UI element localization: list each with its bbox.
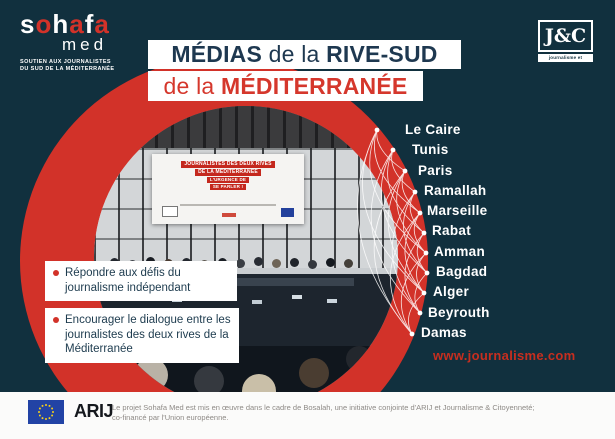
logo-letter: h: [52, 9, 70, 39]
bullet-text: Répondre aux défis du journalisme indépendant: [65, 267, 191, 294]
bullet-dot-icon: [53, 270, 59, 276]
title-word: MÉDITERRANÉE: [221, 72, 408, 99]
logo-letter: f: [84, 9, 95, 39]
tagline-line: SOUTIEN AUX JOURNALISTES: [20, 59, 111, 65]
bullet-dot-icon: [53, 317, 59, 323]
eu-flag: [28, 400, 64, 424]
disclaimer-line: co-financé par l'Union européenne.: [112, 413, 229, 422]
city-list: [370, 120, 490, 343]
logo-letter: o: [35, 9, 53, 39]
city-item: Tunis: [412, 142, 449, 158]
jc-logo-mark: J&C: [538, 20, 593, 52]
banner-sohafa-logo: [222, 213, 236, 217]
title-word: MÉDIAS: [171, 41, 263, 67]
title-word: RIVE-SUD: [326, 41, 438, 67]
banner-line: L'URGENCE DE: [207, 177, 249, 183]
title-word: de la: [262, 41, 327, 67]
jc-logo-caption: journalisme et citoyenneté: [538, 54, 593, 62]
website-link[interactable]: www.journalisme.com: [433, 348, 576, 363]
sohafa-wordmark: [20, 10, 114, 38]
logo-letter: s: [20, 9, 36, 39]
bullet-item: [45, 261, 237, 301]
city-item: Rabat: [432, 223, 472, 239]
city-item: Bagdad: [436, 264, 488, 280]
photo-person: [134, 358, 168, 392]
city-item: Ramallah: [424, 182, 487, 198]
city-item: Alger: [433, 284, 470, 300]
city-item: Le Caire: [405, 122, 461, 137]
title-line-1: [148, 40, 461, 69]
banner-date-line: [180, 204, 276, 206]
arij-logo: ARIJ: [74, 401, 114, 421]
sohafa-med-sub: med: [62, 35, 108, 54]
city-item: Beyrouth: [428, 304, 490, 320]
city-item: Damas: [421, 324, 467, 340]
photo-person: [194, 366, 224, 392]
title-word: de la: [163, 72, 222, 99]
disclaimer-line: Le projet Sohafa Med est mis en œuvre dans le cadre de Bosalah, une initiative conjointe d'ARIJ et Journalisme & Citoyenneté;: [112, 403, 535, 412]
photo-event-banner: [152, 154, 304, 224]
footer-disclaimer: [112, 403, 535, 423]
city-item: Amman: [434, 243, 486, 259]
banner-line: JOURNALISTES DES DEUX RIVES: [181, 161, 274, 168]
sohafa-med-logo: [20, 10, 114, 73]
banner-jc-logo: [162, 206, 178, 217]
banner-eu-flag: [281, 208, 294, 217]
tagline-line: DU SUD DE LA MÉDITERRANÉE: [20, 66, 115, 72]
city-item: Marseille: [427, 203, 488, 219]
banner-line: DE LA MÉDITERRANÉE: [195, 169, 261, 176]
sohafa-tagline: [20, 59, 114, 73]
jc-logo: [538, 20, 593, 68]
logo-letter: a: [94, 9, 110, 39]
bullet-text: Encourager le dialogue entre les journalistes des deux rives de la Méditerranée: [65, 314, 231, 355]
logo-letter: a: [69, 9, 85, 39]
bullet-item: [45, 308, 239, 363]
footer-bar: [0, 392, 615, 439]
title-line-2: [148, 71, 423, 101]
banner-line: SE PARLER !: [210, 184, 246, 190]
photo-person: [299, 358, 329, 388]
city-item: Paris: [418, 162, 453, 178]
